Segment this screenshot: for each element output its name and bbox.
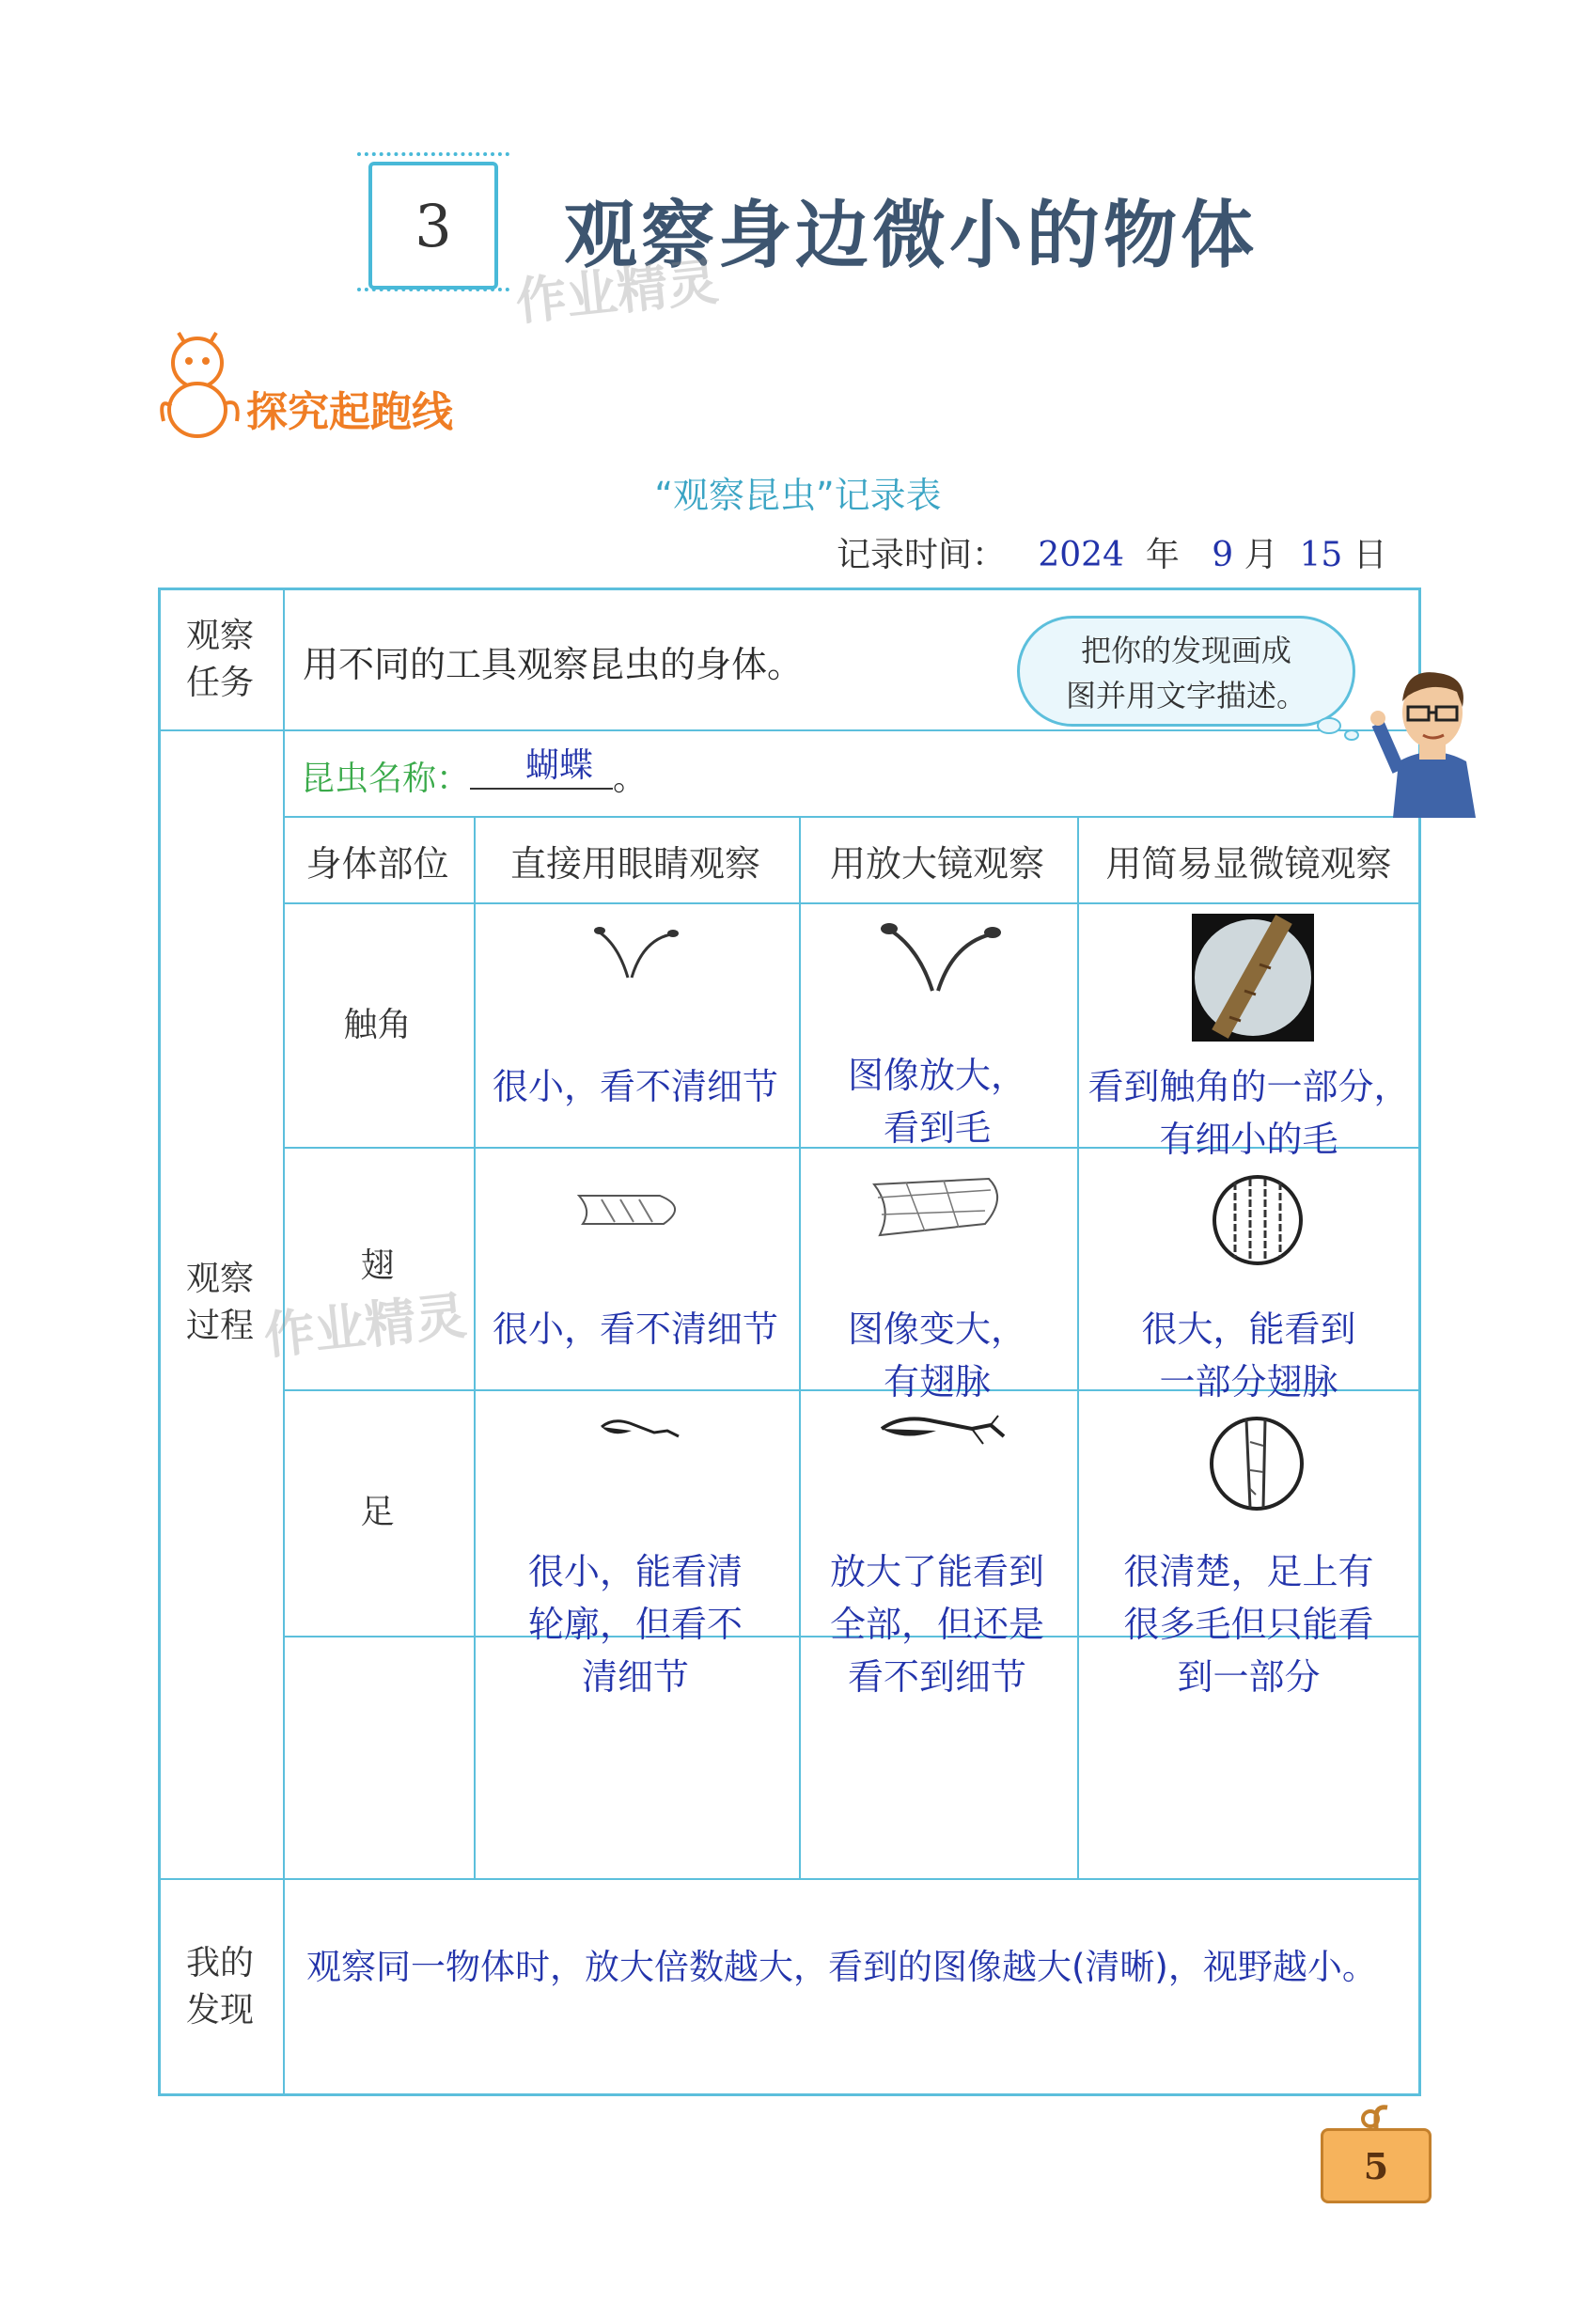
leg-magnifier-sketch (878, 1412, 1009, 1459)
note-line: 到一部分 (1177, 1656, 1321, 1698)
table-line (161, 729, 1418, 731)
antenna-magnifier-note (798, 1049, 1076, 1154)
note-line: 清细节 (581, 1656, 689, 1698)
antenna-eye-note (473, 1060, 798, 1113)
wing-magnifier-sketch (868, 1169, 1009, 1241)
wing-microscope-note (1076, 1303, 1421, 1408)
task-text: 用不同的工具观察昆虫的身体。 (303, 644, 804, 685)
antenna-eye-sketch (590, 917, 684, 983)
record-date (837, 528, 1387, 576)
date-month: 9 (1212, 536, 1234, 574)
date-day: 15 (1299, 536, 1343, 574)
leg-magnifier-note (798, 1545, 1076, 1703)
note-line: 看不到细节 (847, 1656, 1026, 1698)
note-line: 很小，看不清细节 (492, 1308, 778, 1350)
date-year-unit: 年 (1145, 536, 1180, 574)
section-label: 探究起跑线 (246, 388, 453, 436)
note-line: 很清楚，足上有 (1123, 1551, 1374, 1592)
insect-name-label: 昆虫名称： (301, 760, 471, 798)
note-line: 全部，但还是 (829, 1604, 1044, 1645)
note-line: 有翅脉 (883, 1361, 991, 1402)
column-header-part: 身体部位 (305, 843, 449, 885)
note-line: 很小，能看清 (527, 1551, 743, 1592)
note-line: 图像变大， (847, 1308, 1026, 1350)
antenna-microscope-photo (1192, 914, 1314, 1042)
leg-microscope-note (1076, 1545, 1421, 1703)
finding-label: 我的发现 (185, 1944, 254, 2029)
body-part-leg: 足 (360, 1493, 395, 1531)
antenna-magnifier-sketch (876, 912, 1008, 996)
lesson-number: 3 (415, 191, 452, 260)
lesson-number-badge (368, 162, 498, 290)
insect-name-end: 。 (613, 760, 648, 798)
note-line: 看到毛 (883, 1107, 991, 1149)
note-line: 轮廓，但看不 (527, 1604, 743, 1645)
speech-bubble (1017, 616, 1355, 727)
bubble-line-1: 把你的发现画成 (1080, 633, 1291, 668)
date-month-unit: 月 (1244, 536, 1278, 574)
insect-name-underline (470, 788, 613, 790)
page-title: 观察身边微小的物体 (564, 194, 1259, 278)
antenna-microscope-note (1076, 1060, 1421, 1166)
record-table-title: “观察昆虫”记录表 (654, 475, 942, 516)
date-year: 2024 (1038, 536, 1124, 574)
table-line (161, 1878, 1418, 1880)
column-header-magnifier: 用放大镜观察 (829, 843, 1044, 885)
note-line: 很多毛但只能看 (1123, 1604, 1374, 1645)
date-label: 记录时间： (837, 536, 1007, 574)
bubble-tail-icon (1316, 714, 1363, 743)
wing-microscope-sketch (1211, 1173, 1305, 1267)
table-line (285, 902, 1418, 904)
note-line: 有细小的毛 (1159, 1119, 1338, 1160)
page-number-badge (1321, 2128, 1432, 2203)
note-line: 图像放大， (847, 1055, 1026, 1096)
note-line: 看到触角的一部分， (1087, 1066, 1410, 1107)
wing-magnifier-note (798, 1303, 1076, 1408)
note-line: 放大了能看到 (829, 1551, 1044, 1592)
bubble-line-2: 图并用文字描述。 (1065, 678, 1307, 713)
wing-eye-note (473, 1303, 798, 1355)
page-number: 5 (1363, 2144, 1389, 2187)
leg-eye-sketch (598, 1414, 682, 1451)
note-line: 很小，看不清细节 (492, 1066, 778, 1107)
wing-eye-sketch (573, 1186, 690, 1231)
note-line: 一部分翅脉 (1159, 1361, 1338, 1402)
table-line (285, 816, 1418, 818)
leg-eye-note (473, 1545, 798, 1703)
body-part-wing: 翅 (360, 1246, 395, 1285)
leg-microscope-sketch (1207, 1414, 1307, 1513)
watermark: 作业精灵 (512, 251, 722, 333)
process-label: 观察过程 (185, 1260, 254, 1345)
insect-name: 蝴蝶 (524, 746, 593, 785)
teacher-icon (1365, 658, 1501, 818)
date-day-unit: 日 (1353, 536, 1387, 574)
column-header-eye: 直接用眼睛观察 (509, 843, 760, 885)
body-part-antenna: 触角 (343, 1006, 412, 1044)
column-header-microscope: 用简易显微镜观察 (1105, 843, 1392, 885)
note-line: 很大，能看到 (1141, 1308, 1356, 1350)
watermark: 作业精灵 (260, 1285, 470, 1367)
mascot-icon (150, 331, 244, 444)
finding-text: 观察同一物体时，放大倍数越大，看到的图像越大(清晰)，视野越小。 (306, 1947, 1377, 1987)
task-label: 观察任务 (185, 617, 254, 702)
